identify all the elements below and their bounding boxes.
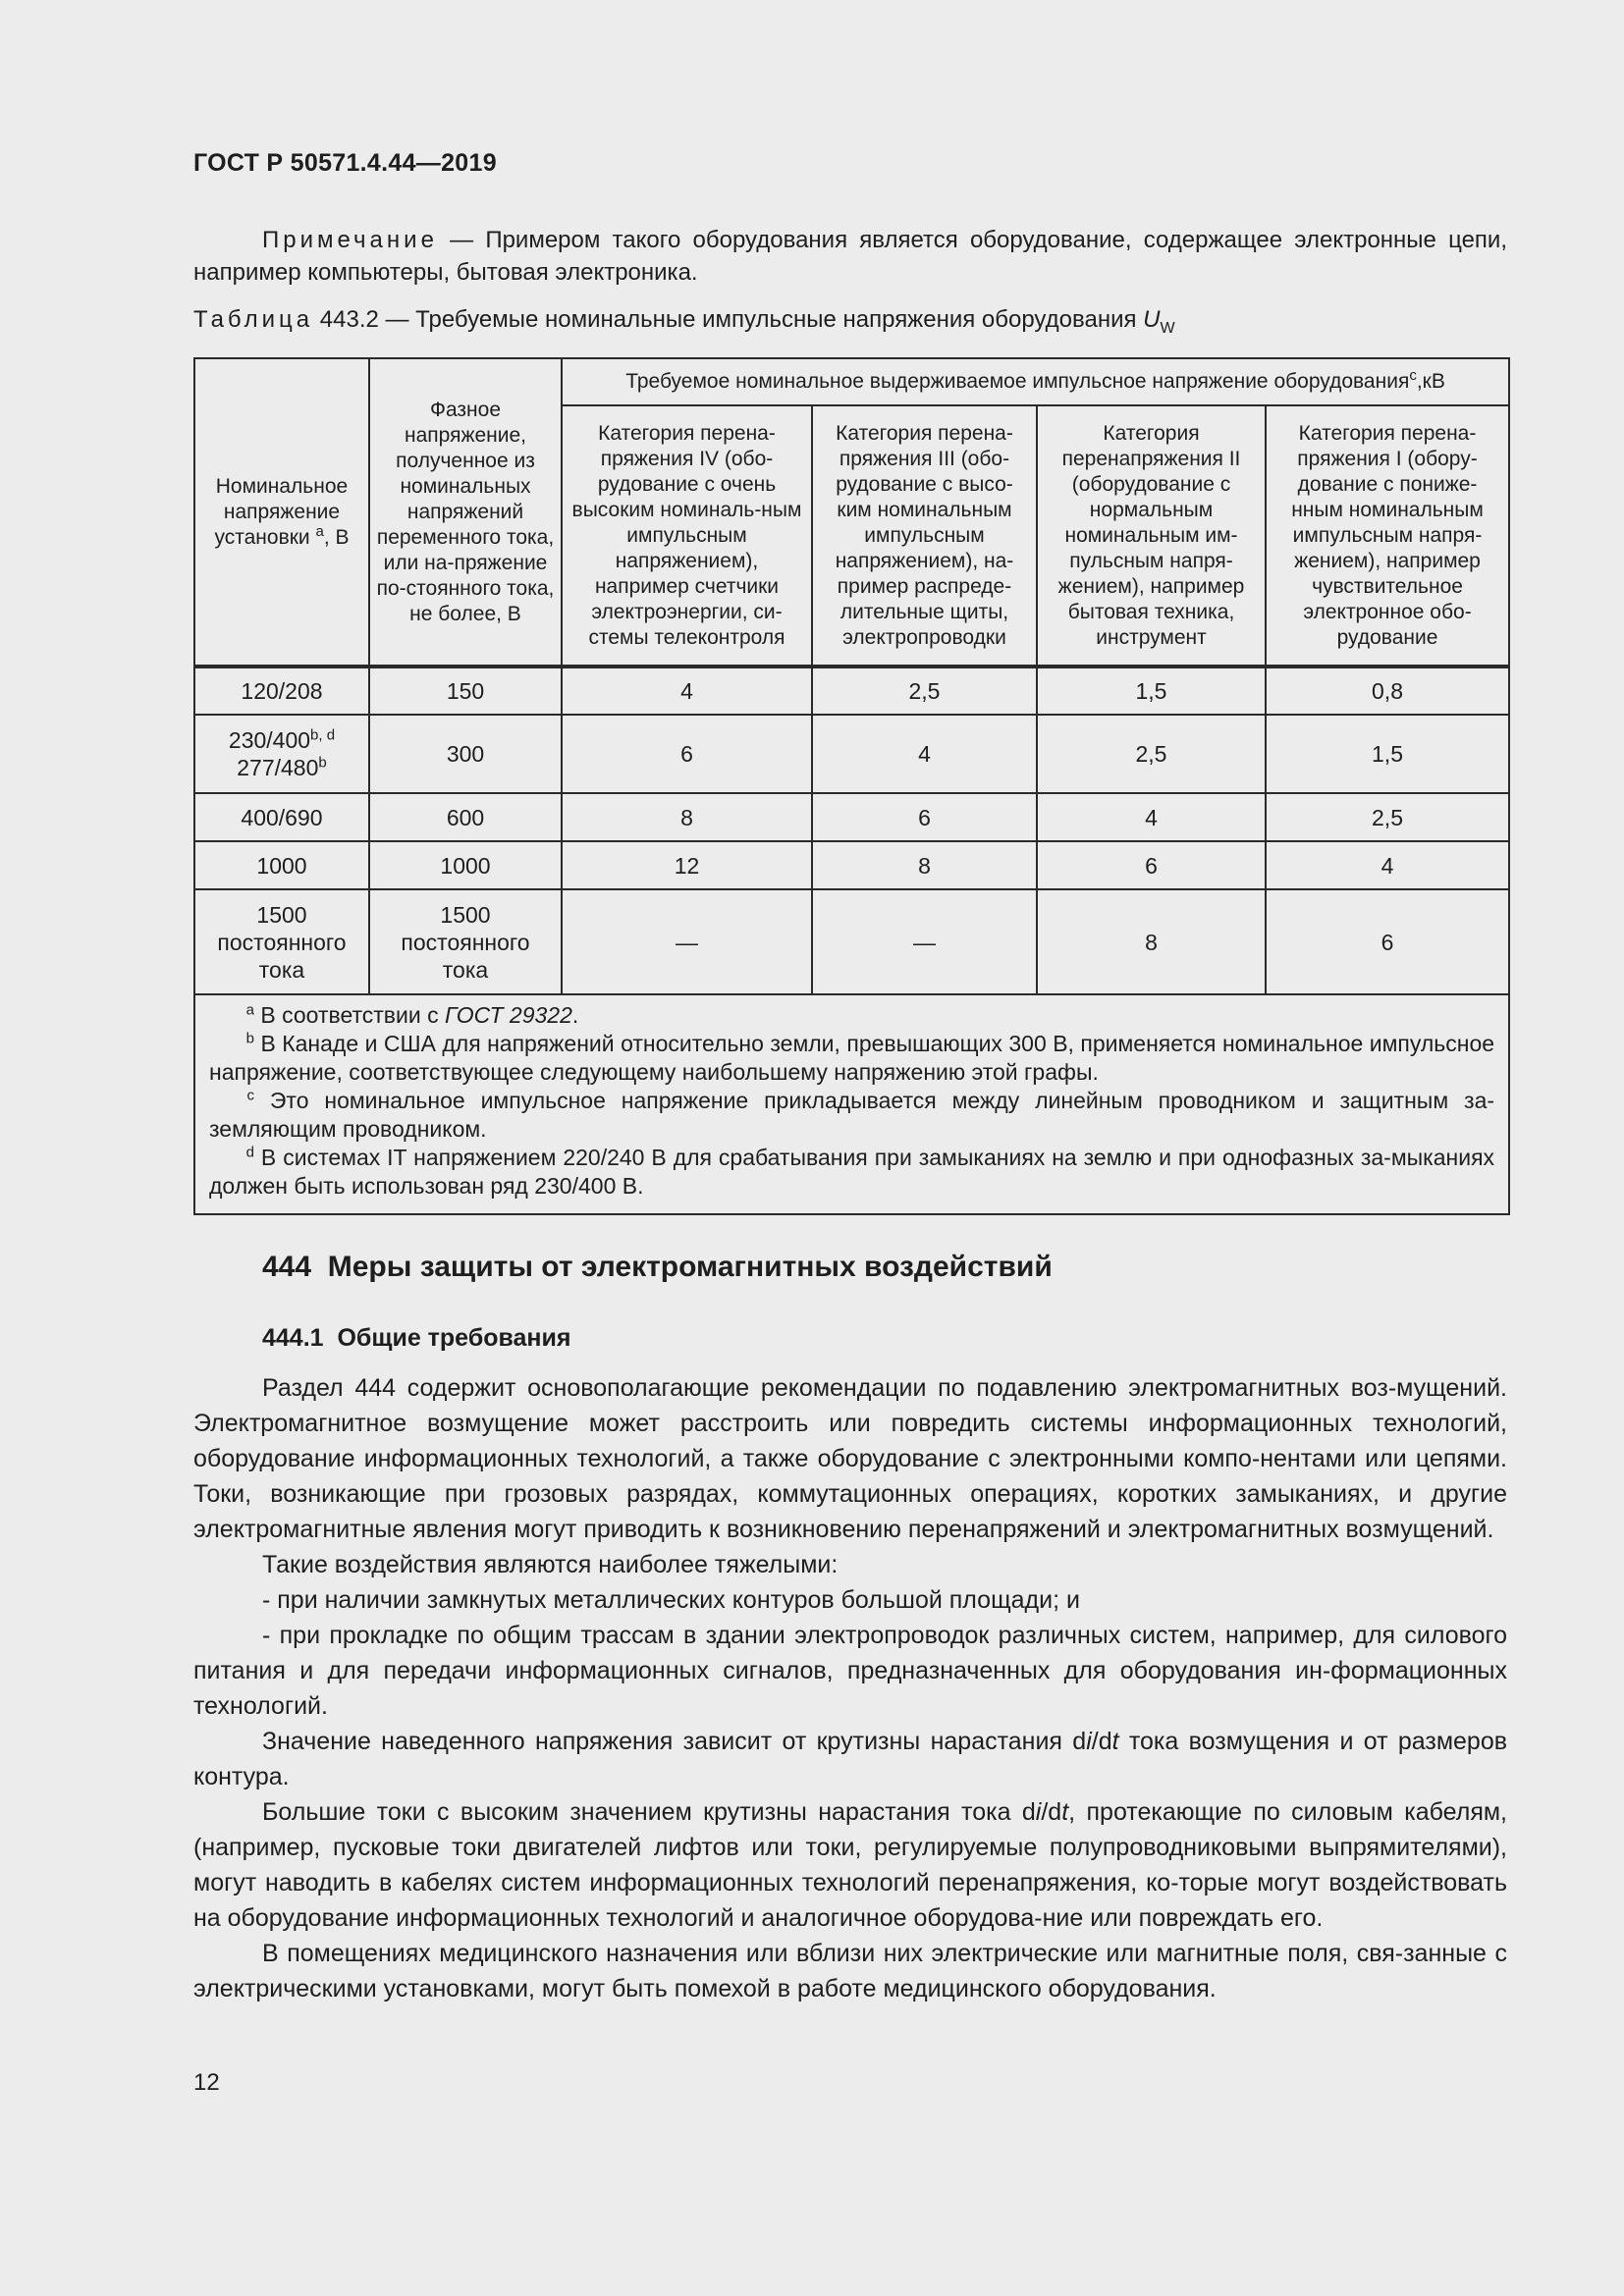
cell-phase: 1500 постоянного тока	[369, 889, 562, 994]
section-number: 444	[262, 1251, 312, 1283]
header-category-i: Категория перена-пряжения I (обору-дование с пониже-нным номинальным импульсным напря-жением), например чувствительное электронное обо-рудование	[1266, 405, 1509, 667]
cell-nominal: 230/400$^{b, d}$ 277/480$^b$	[194, 715, 369, 793]
footnote: $^b$ В Канаде и США для напряжений относительно земли, превышающих 300 В, применяется номинальное импульсное напряжение, соответствующее следующему наибольшему напряжению этой графы.	[209, 1030, 1495, 1085]
section-title	[262, 1251, 1053, 1284]
footnote: $^a$ В соответствии с ГОСТ 29322.	[245, 1001, 579, 1028]
cell-cat4: 8	[562, 793, 812, 841]
subsection-heading: Общие требования	[337, 1324, 571, 1352]
subsection-number: 444.1	[262, 1324, 324, 1352]
document-header: ГОСТ Р 50571.4.44—2019	[193, 149, 497, 177]
cell-nominal: 120/208	[194, 667, 369, 715]
cell-cat2: 8	[1037, 889, 1266, 994]
cell-phase: 1000	[369, 841, 562, 889]
table-caption	[193, 306, 1175, 338]
cell-cat2: 1,5	[1037, 667, 1266, 715]
cell-cat3: 6	[812, 793, 1037, 841]
voltage-table	[193, 357, 1510, 1215]
note-label: Примечание	[262, 227, 438, 253]
table-row	[194, 889, 1509, 994]
table-footnotes	[194, 994, 1509, 1214]
cell-cat2: 2,5	[1037, 715, 1266, 793]
cell-cat4: 4	[562, 667, 812, 715]
table-caption-symbol: U	[1143, 306, 1161, 333]
table-caption-text: 443.2 — Требуемые номинальные импульсные напряжения оборудования	[313, 306, 1144, 333]
cell-nominal: 1000	[194, 841, 369, 889]
cell-cat4: 6	[562, 715, 812, 793]
cell-cat1: 0,8	[1266, 667, 1509, 715]
cell-nominal: 400/690	[194, 793, 369, 841]
footnote-reference: ГОСТ 29322	[444, 1002, 572, 1028]
header-category-iii: Категория перена-пряжения III (обо-рудование с высо-ким номинальным импульсным напряжением), на-пример распреде-лительные щиты, электропроводки	[812, 405, 1037, 667]
header-category-iv: Категория перена-пряжения IV (обо-рудование с очень высоким номиналь-ным импульсным напряжением), например счетчики электроэнергии, си-стемы телеконтроля	[562, 405, 812, 667]
cell-cat3: 8	[812, 841, 1037, 889]
page-number: 12	[193, 2069, 220, 2096]
header-impulse-voltage-group: Требуемое номинальное выдерживаемое импульсное напряжение оборудования$^c$,кВ	[562, 358, 1509, 405]
paragraph: Большие токи с высоким значением крутизны нарастания тока di/dt, протекающие по силовым кабелям, (например, пусковые токи двигателей лифтов или токи, регулируемые полупроводниковыми выпрямителями), могут наводить в кабелях систем информационных технологий перенапряжения, ко-торые могут воздействовать на оборудование информационных технологий и аналогичное оборудова-ние или повреждать его.	[193, 1798, 1507, 1932]
cell-cat1: 1,5	[1266, 715, 1509, 793]
cell-cat3: —	[812, 889, 1037, 994]
paragraph: Значение наведенного напряжения зависит от крутизны нарастания di/dt тока возмущения и от размеров контура.	[193, 1728, 1508, 1790]
cell-cat1: 2,5	[1266, 793, 1509, 841]
cell-cat4: —	[562, 889, 812, 994]
paragraph: В помещениях медицинского назначения или вблизи них электрические или магнитные поля, свя-занные с электрическими установками, могут быть помехой в работе медицинского оборудования.	[193, 1940, 1507, 2002]
body-text	[193, 1370, 1507, 2006]
note	[193, 224, 1507, 289]
note-text: — Примером такого оборудования является оборудование, содержащее электронные цепи, например компьютеры, бытовая электроника.	[193, 227, 1507, 286]
table-row	[194, 667, 1509, 715]
cell-cat1: 6	[1266, 889, 1509, 994]
cell-cat1: 4	[1266, 841, 1509, 889]
table-row	[194, 841, 1509, 889]
cell-phase: 150	[369, 667, 562, 715]
table-row	[194, 715, 1509, 793]
section-heading: Меры защиты от электромагнитных воздействий	[327, 1251, 1053, 1283]
subsection-title	[262, 1324, 570, 1353]
cell-cat2: 4	[1037, 793, 1266, 841]
table-row	[194, 793, 1509, 841]
cell-cat3: 4	[812, 715, 1037, 793]
cell-cat2: 6	[1037, 841, 1266, 889]
header-phase-voltage: Фазное напряжение, полученное из номинальных напряжений переменного тока, или на-пряжение по-стоянного тока, не более, В	[369, 358, 562, 667]
list-item: - при прокладке по общим трассам в здании электропроводок различных систем, например, для силового питания и для передачи информационных сигналов, предназначенных для оборудования ин-формационных технологий.	[193, 1622, 1507, 1720]
header-category-ii: Категория перенапряжения II (оборудование с нормальным номинальным им-пульсным напря-жением), например бытовая техника, инструмент	[1037, 405, 1266, 667]
table-caption-symbol-sub: W	[1160, 319, 1175, 337]
table-caption-label: Таблица	[193, 306, 314, 333]
table-footnotes-row	[194, 994, 1509, 1214]
footnote: $^c$ Это номинальное импульсное напряжение прикладывается между линейным проводником и защитным за-земляющим проводником.	[209, 1087, 1495, 1142]
cell-cat4: 12	[562, 841, 812, 889]
footnote: $^d$ В системах IT напряжением 220/240 В для срабатывания при замыканиях на землю и при однофазных за-мыканиях должен быть использован ряд 230/400 В.	[209, 1144, 1495, 1199]
cell-phase: 300	[369, 715, 562, 793]
header-nominal-voltage: Номинальное напряжение установки $^a$, В	[194, 358, 369, 667]
cell-nominal: 1500 постоянного тока	[194, 889, 369, 994]
cell-phase: 600	[369, 793, 562, 841]
paragraph: Такие воздействия являются наиболее тяжелыми:	[262, 1551, 839, 1578]
list-item: - при наличии замкнутых металлических контуров большой площади; и	[262, 1586, 1080, 1614]
paragraph: Раздел 444 содержит основополагающие рекомендации по подавлению электромагнитных воз-мущений. Электромагнитное возмущение может расстроить или повредить системы информационных технологий, оборудование информационных технологий, а также оборудование с электронными компо-нентами или цепями. Токи, возникающие при грозовых разрядах, коммутационных операциях, коротких замыканиях, и другие электромагнитные явления могут приводить к возникновению перенапряжений и электромагнитных возмущений.	[193, 1374, 1507, 1543]
cell-cat3: 2,5	[812, 667, 1037, 715]
